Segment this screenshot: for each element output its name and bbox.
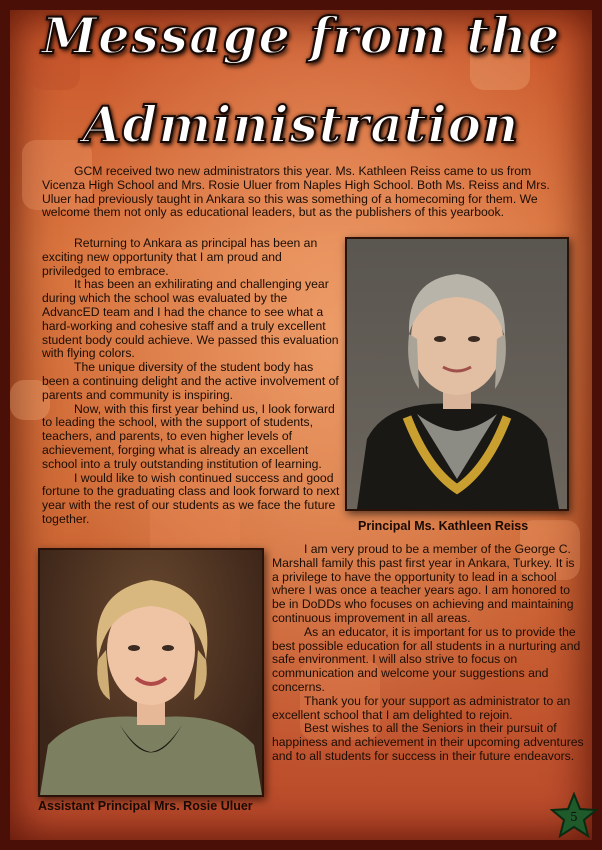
page-title-line-1: Message from the [41, 6, 561, 65]
principal-paragraph: The unique diversity of the student body has been a continuing delight and the active involvement of parents and community is inspiring. [42, 360, 339, 402]
assistant-paragraph: Best wishes to all the Seniors in their pursuit of happiness and achievement in their upcoming adventures and to all students for success in their future endeavors. [272, 721, 584, 763]
principal-paragraph: Now, with this first year behind us, I look forward to leading the school, with the support of students, teachers, and parents, to even higher levels of achievement, forging what is already an excellent school into a truly outstanding institution of learning. [42, 401, 335, 471]
intro-text: GCM received two new administrators this year. Ms. Kathleen Reiss came to us from Vicenza High School and Mrs. Rosie Uluer from Naples High School. Both Ms. Reiss and Mrs. Uluer had previously taught in Ankara so this was something of a homecoming for them. We welcome them not only as educational leaders, but as the publishers of this yearbook. [42, 164, 550, 220]
principal-caption: Principal Ms. Kathleen Reiss [358, 519, 529, 533]
assistant-paragraph: I am very proud to be a member of the George C. Marshall family this past first year in Ankara, Turkey. It is a privilege to have the opportunity to lead in a school where I was once a teacher years ago. I am honored to be in DoDDs who focuses on achieving and maintaining continuous improvement in all areas. [272, 542, 575, 625]
principal-photo [345, 237, 569, 511]
assistant-paragraph: Thank you for your support as administrator to an excellent school that I am delighted to rejoin. [272, 693, 571, 722]
page-number: 5 [570, 810, 578, 824]
intro-paragraph [42, 165, 552, 220]
assistant-principal-caption: Assistant Principal Mrs. Rosie Uluer [38, 799, 253, 813]
assistant-principal-photo [38, 548, 264, 797]
page-title-line-2: Administration [82, 95, 520, 154]
principal-paragraph: It has been an exhilirating and challenging year during which the school was evaluated by the AdvancED team and I had the chance to see what a hard-working and cohesive staff and a truly excellent student body could achieve. We passed this evaluation with flying colors. [42, 277, 339, 361]
principal-message [42, 237, 342, 527]
assistant-principal-message [272, 543, 584, 764]
principal-paragraph: I would like to wish continued success and good fortune to the graduating class and look forward to next year with the rest of our students as we face the future together. [42, 470, 340, 526]
assistant-paragraph: As an educator, it is important for us to provide the best possible education for all students in a nurturing and safe environment. I will also strive to focus on communication and welcome your suggestions and concerns. [272, 624, 581, 694]
principal-paragraph: Returning to Ankara as principal has been an exciting new opportunity that I am proud and priviledged to embrace. [42, 236, 318, 278]
